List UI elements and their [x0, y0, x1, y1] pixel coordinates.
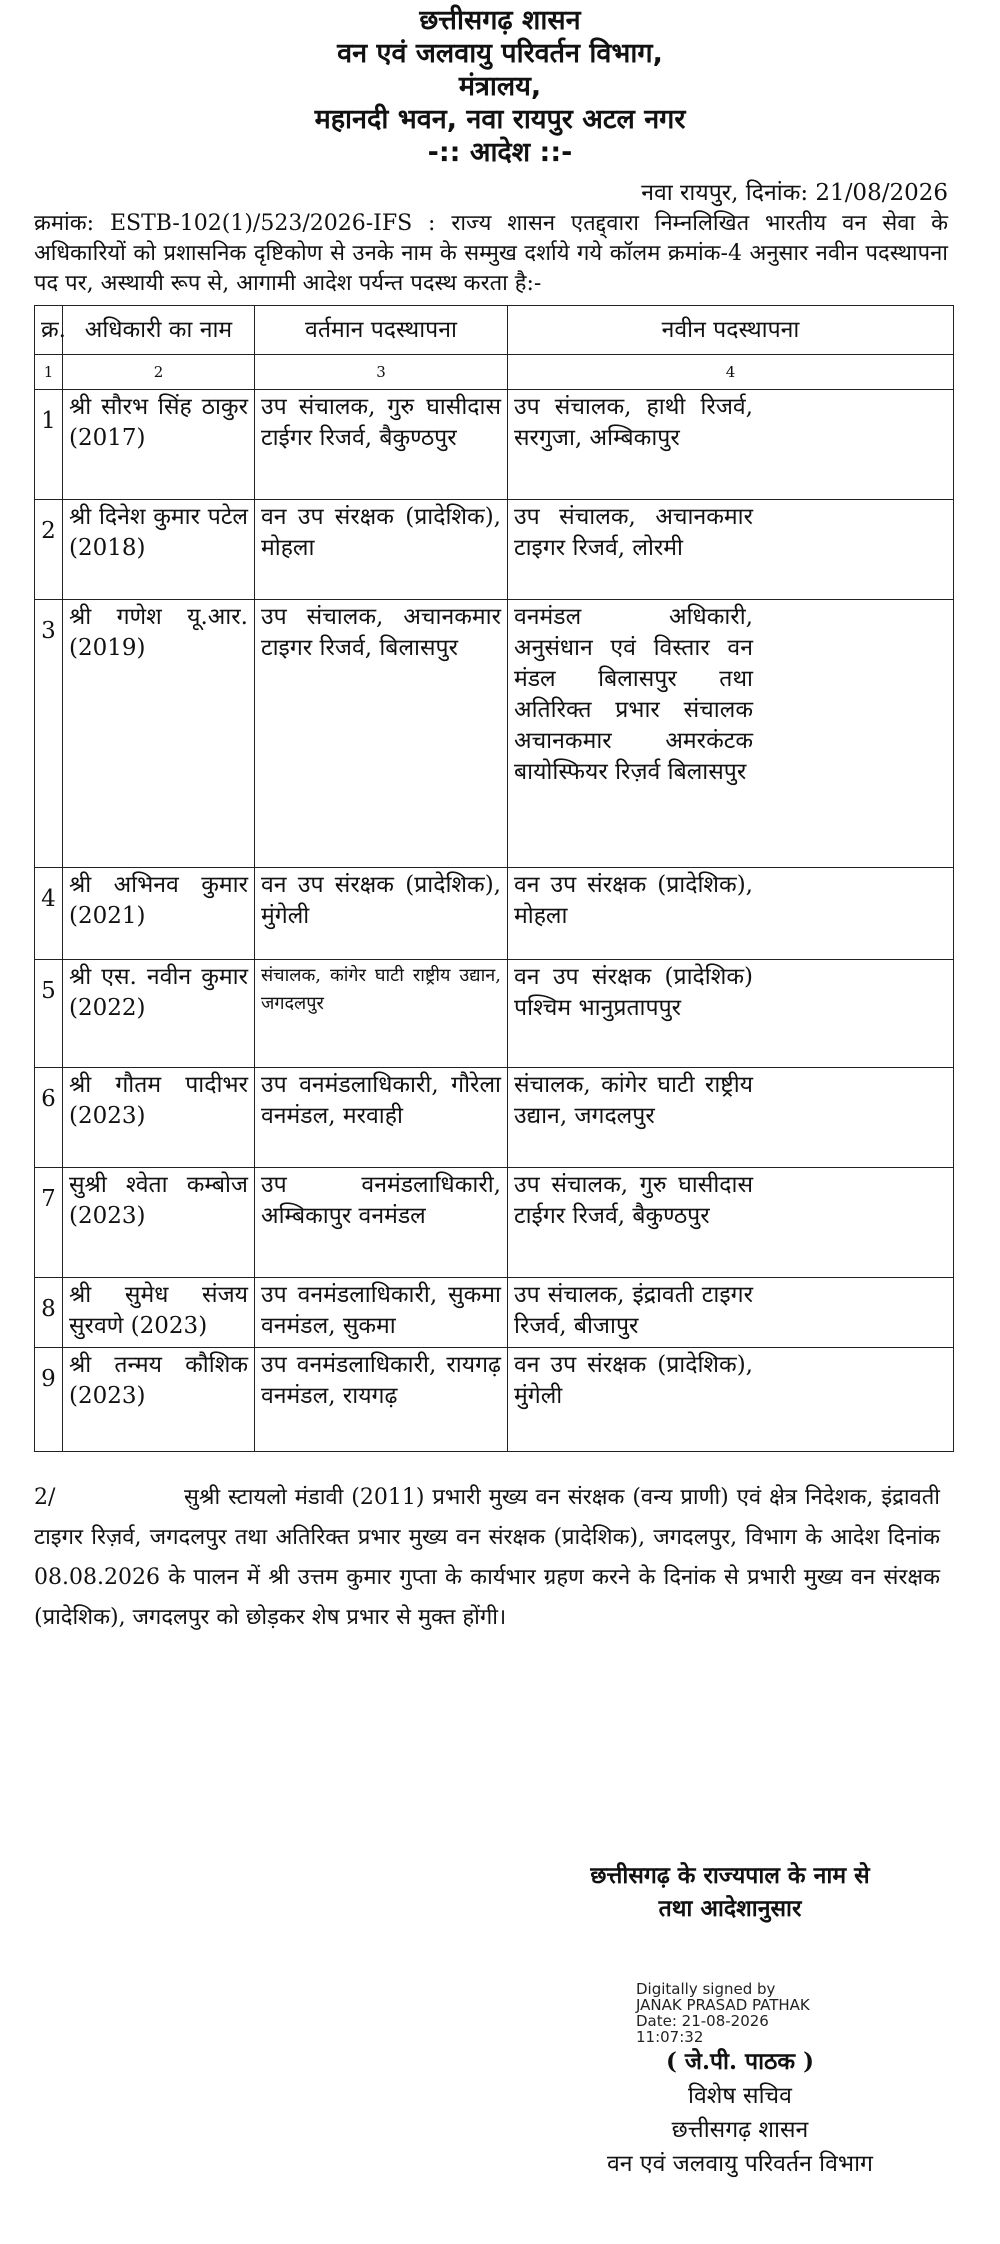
serial-number: 4 [35, 868, 63, 960]
letterhead [0, 0, 1000, 169]
column-number: 4 [508, 355, 954, 390]
column-number-row [35, 355, 954, 390]
officer-name: श्री तन्मय कौशिक (2023) [63, 1348, 255, 1452]
order-heading: -:: आदेश ::- [427, 137, 573, 168]
paragraph-text: सुश्री स्टायलो मंडावी (2011) प्रभारी मुख्य वन संरक्षक (वन्य प्राणी) एवं क्षेत्र निदेशक, इंद्रावती टाइगर रिज़र्व, जगदलपुर तथा अतिरिक्त प्रभार मुख्य वन संरक्षक (प्रादेशिक), जगदलपुर, विभाग के आदेश दिनांक 08.08.2026 के पालन में श्री उत्तम कुमार गुप्ता के कार्यभार ग्रहण करने के दिनांक से प्रभारी मुख्य वन संरक्षक (प्रादेशिक), जगदलपुर को छोड़कर शेष प्रभार से मुक्त होंगी। [34, 1485, 940, 1630]
signatory-government: छत्तीसगढ़ शासन [671, 2117, 809, 2143]
new-posting: वनमंडल अधिकारी, अनुसंधान एवं विस्तार वन मंडल बिलासपुर तथा अतिरिक्त प्रभार संचालक अचानकमार अमरकंटक बायोस्फियर रिज़र्व बिलासपुर [508, 600, 954, 868]
table-row [35, 1168, 954, 1278]
signatory-block [560, 2045, 920, 2181]
officer-name: सुश्री श्वेता कम्बोज (2023) [63, 1168, 255, 1278]
digital-signature-block [636, 1981, 810, 2045]
signatory-designation: विशेष सचिव [688, 2083, 792, 2109]
serial-number: 6 [35, 1068, 63, 1168]
paragraph-number: 2/ [34, 1485, 56, 1510]
signatory-department: वन एवं जलवायु परिवर्तन विभाग [607, 2151, 873, 2177]
authority-line [550, 1860, 910, 1926]
current-posting: उप वनमंडलाधिकारी, रायगढ़ वनमंडल, रायगढ़ [255, 1348, 508, 1452]
table-row [35, 1068, 954, 1168]
header-serial: क्र. [35, 306, 63, 355]
order-date: नवा रायपुर, दिनांक: 21/08/2026 [641, 180, 948, 206]
officer-name: श्री गौतम पादीभर (2023) [63, 1068, 255, 1168]
office-address: महानदी भवन, नवा रायपुर अटल नगर [314, 104, 686, 135]
column-number: 2 [63, 355, 255, 390]
department-name: वन एवं जलवायु परिवर्तन विभाग, [337, 38, 663, 69]
authority-line-1: छत्तीसगढ़ के राज्यपाल के नाम से [590, 1863, 870, 1889]
column-number: 3 [255, 355, 508, 390]
new-posting: संचालक, कांगेर घाटी राष्ट्रीय उद्यान, जगदलपुर [508, 1068, 954, 1168]
digital-signature-line: 11:07:32 [636, 2028, 704, 2046]
new-posting: वन उप संरक्षक (प्रादेशिक), मोहला [508, 868, 954, 960]
new-posting: उप संचालक, गुरु घासीदास टाईगर रिजर्व, बैकुण्ठपुर [508, 1168, 954, 1278]
new-posting: उप संचालक, हाथी रिजर्व, सरगुजा, अम्बिकापुर [508, 390, 954, 500]
serial-number: 8 [35, 1278, 63, 1348]
new-posting: वन उप संरक्षक (प्रादेशिक) पश्चिम भानुप्रतापपुर [508, 960, 954, 1068]
serial-number: 3 [35, 600, 63, 868]
table-row [35, 500, 954, 600]
digital-signature-line: Digitally signed by [636, 1980, 776, 1998]
new-posting: उप संचालक, अचानकमार टाइगर रिजर्व, लोरमी [508, 500, 954, 600]
officer-name: श्री एस. नवीन कुमार (2022) [63, 960, 255, 1068]
officer-name: श्री दिनेश कुमार पटेल (2018) [63, 500, 255, 600]
signatory-name: ( जे.पी. पाठक ) [666, 2048, 814, 2075]
ministry-name: मंत्रालय, [458, 71, 542, 102]
current-posting: उप वनमंडलाधिकारी, गौरेला वनमंडल, मरवाही [255, 1068, 508, 1168]
posting-table [34, 305, 954, 1452]
current-posting: वन उप संरक्षक (प्रादेशिक), मुंगेली [255, 868, 508, 960]
paragraph-2 [34, 1478, 940, 1638]
table-header-row [35, 306, 954, 355]
table-row [35, 390, 954, 500]
serial-number: 9 [35, 1348, 63, 1452]
table-row [35, 1348, 954, 1452]
officer-name: श्री सौरभ सिंह ठाकुर (2017) [63, 390, 255, 500]
current-posting: उप संचालक, गुरु घासीदास टाईगर रिजर्व, बैकुण्ठपुर [255, 390, 508, 500]
serial-number: 5 [35, 960, 63, 1068]
current-posting: उप वनमंडलाधिकारी, सुकमा वनमंडल, सुकमा [255, 1278, 508, 1348]
authority-line-2: तथा आदेशानुसार [658, 1896, 802, 1922]
serial-number: 7 [35, 1168, 63, 1278]
current-posting: वन उप संरक्षक (प्रादेशिक), मोहला [255, 500, 508, 600]
officer-name: श्री अभिनव कुमार (2021) [63, 868, 255, 960]
table-row [35, 600, 954, 868]
digital-signature-line: JANAK PRASAD PATHAK [636, 1996, 810, 2014]
header-new-posting: नवीन पदस्थापना [508, 306, 954, 355]
new-posting: वन उप संरक्षक (प्रादेशिक), मुंगेली [508, 1348, 954, 1452]
government-name: छत्तीसगढ़ शासन [419, 5, 581, 36]
officer-name: श्री सुमेध संजय सुरवणे (2023) [63, 1278, 255, 1348]
officer-name: श्री गणेश यू.आर. (2019) [63, 600, 255, 868]
serial-number: 1 [35, 390, 63, 500]
column-number: 1 [35, 355, 63, 390]
current-posting: उप वनमंडलाधिकारी, अम्बिकापुर वनमंडल [255, 1168, 508, 1278]
header-current-posting: वर्तमान पदस्थापना [255, 306, 508, 355]
header-officer-name: अधिकारी का नाम [63, 306, 255, 355]
table-row [35, 960, 954, 1068]
serial-number: 2 [35, 500, 63, 600]
new-posting: उप संचालक, इंद्रावती टाइगर रिजर्व, बीजापुर [508, 1278, 954, 1348]
table-row [35, 868, 954, 960]
table-row [35, 1278, 954, 1348]
digital-signature-line: Date: 21-08-2026 [636, 2012, 769, 2030]
order-intro-paragraph: क्रमांक: ESTB-102(1)/523/2026-IFS : राज्य शासन एतद्द्वारा निम्नलिखित भारतीय वन सेवा के अधिकारियों को प्रशासनिक दृष्टिकोण से उनके नाम के सम्मुख दर्शाये गये कॉलम क्रमांक-4 अनुसार नवीन पदस्थापना पद पर, अस्थायी रूप से, आगामी आदेश पर्यन्त पदस्थ करता है:- [34, 211, 948, 296]
current-posting: संचालक, कांगेर घाटी राष्ट्रीय उद्यान, जगदलपुर [255, 960, 508, 1068]
current-posting: उप संचालक, अचानकमार टाइगर रिजर्व, बिलासपुर [255, 600, 508, 868]
